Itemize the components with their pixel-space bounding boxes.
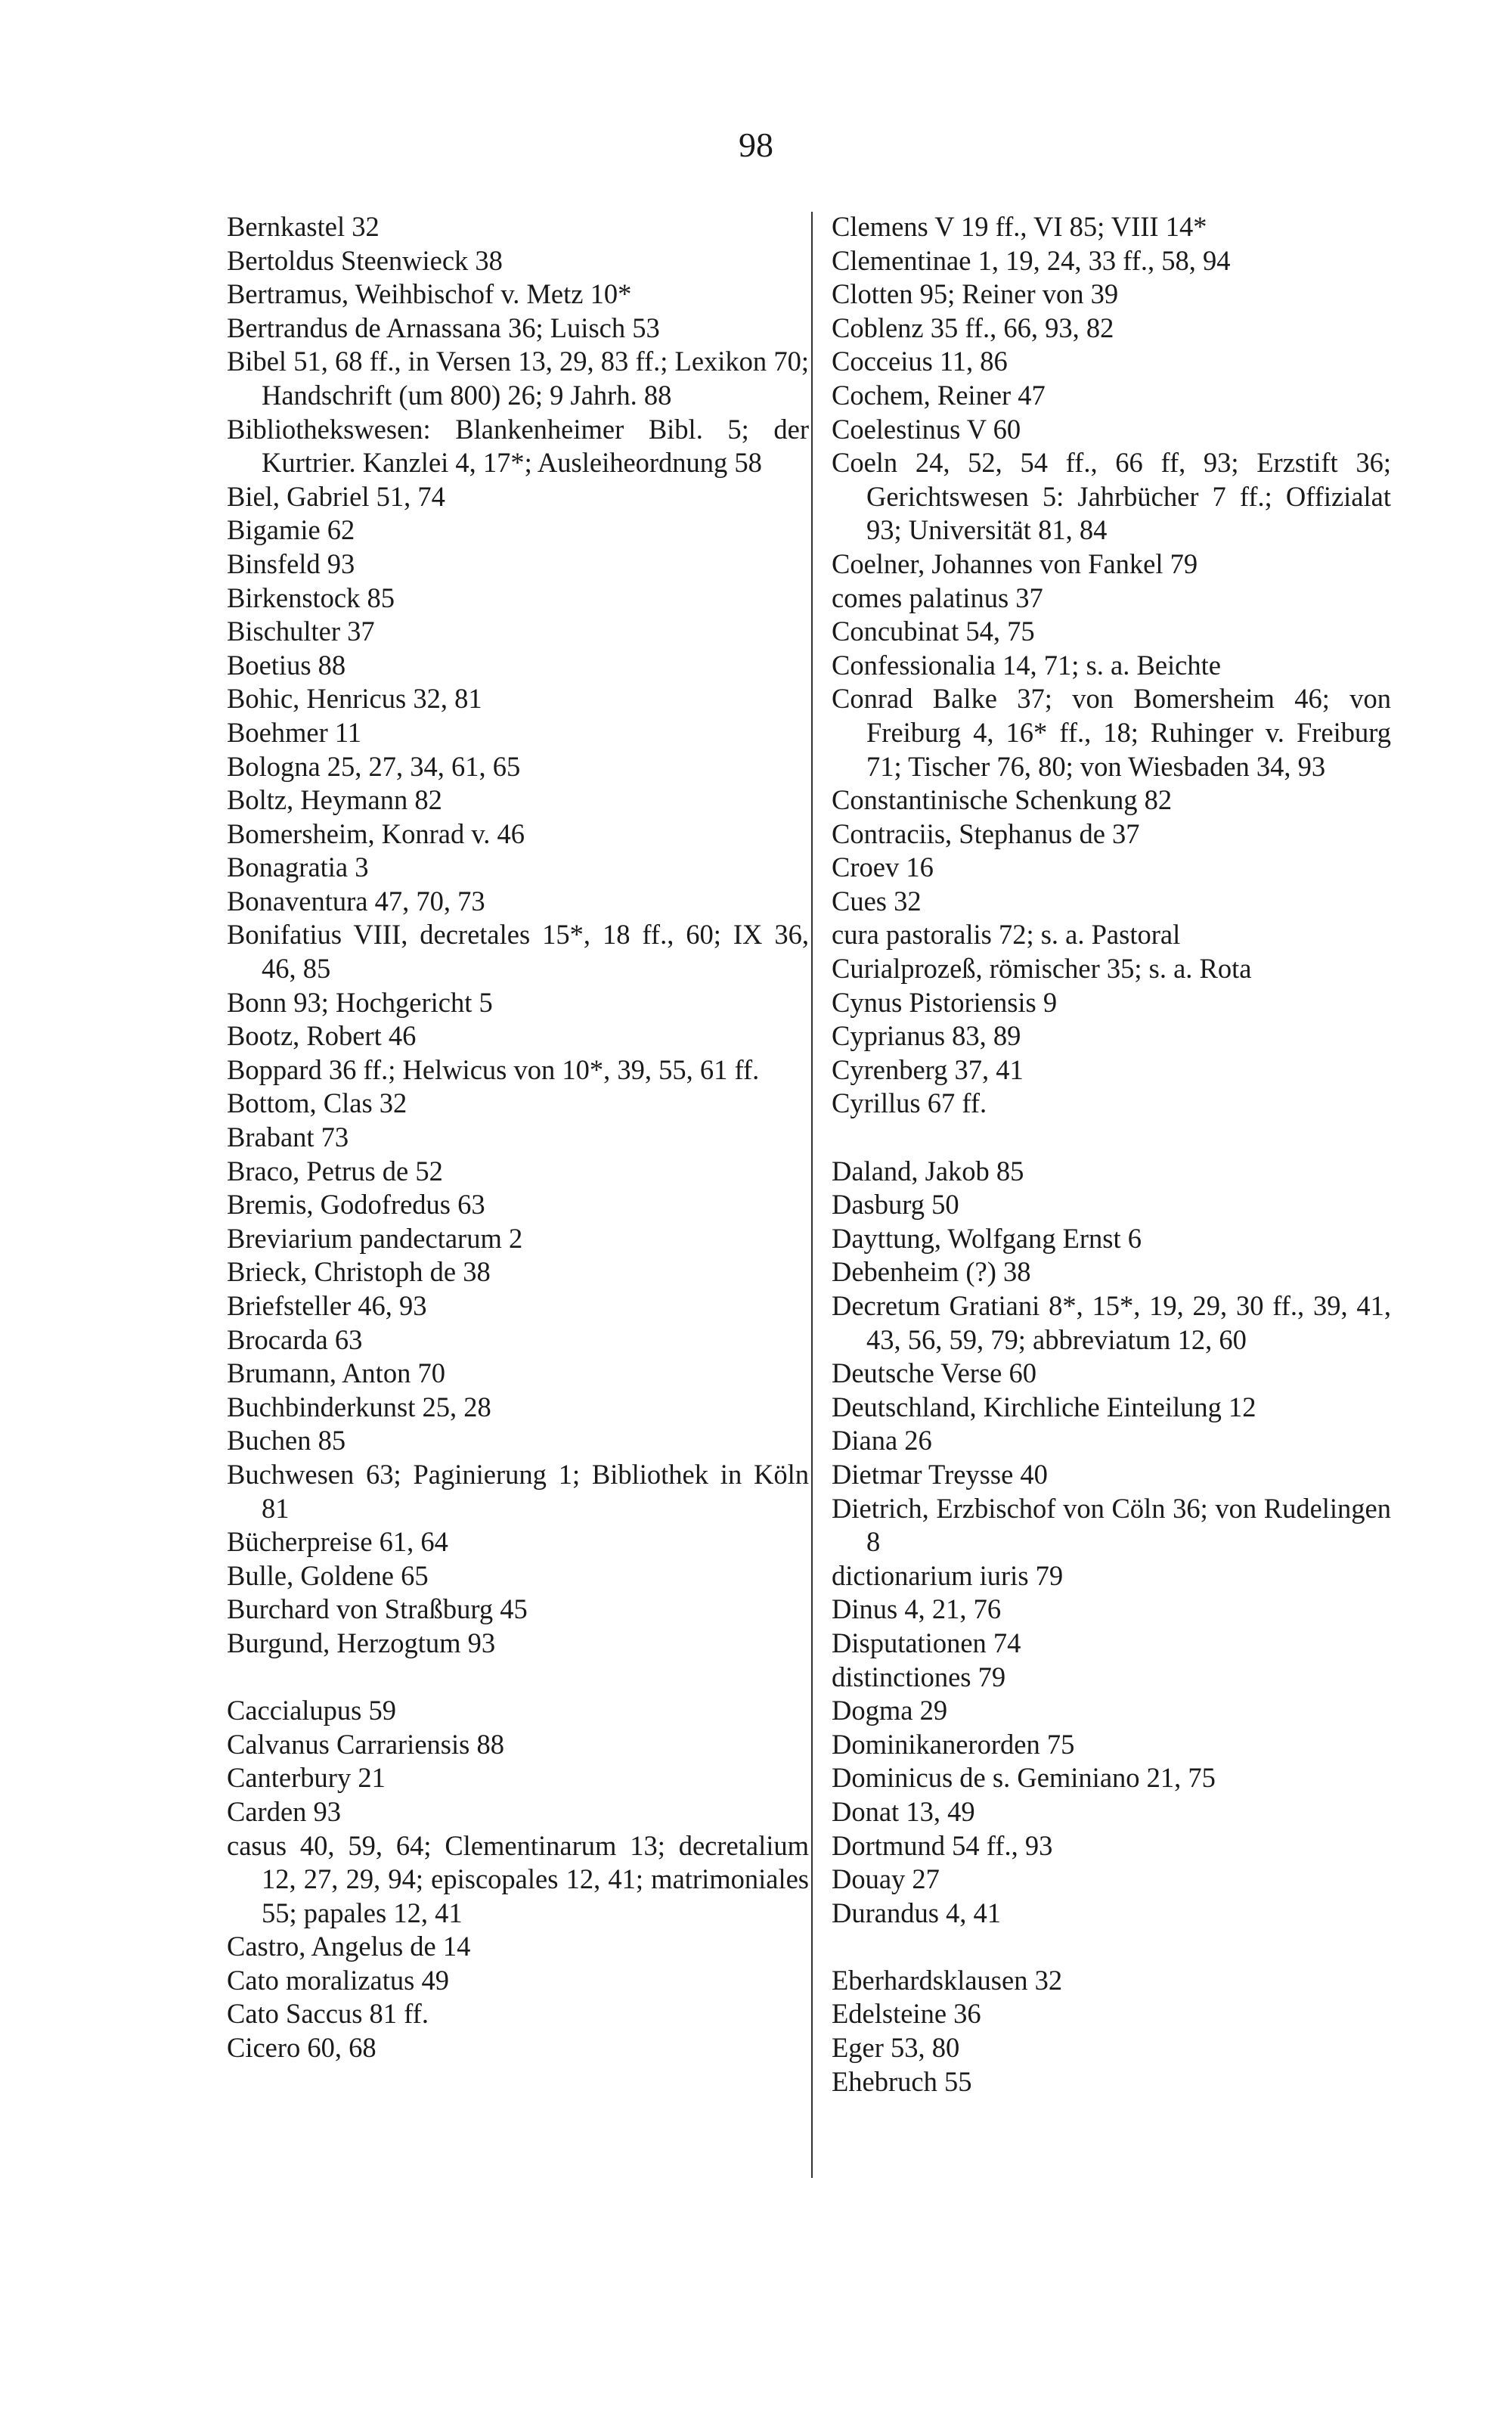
index-entry: Decretum Gratiani 8*, 15*, 19, 29, 30 ff., 39, 41, 43, 56, 59, 79; abbreviatum 12, 60 — [832, 1290, 1391, 1355]
index-entry: Burchard von Straßburg 45 — [227, 1593, 528, 1625]
index-entry: Eger 53, 80 — [832, 2032, 960, 2064]
index-entry: Cyrenberg 37, 41 — [832, 1053, 1024, 1085]
index-entry: Biel, Gabriel 51, 74 — [227, 480, 445, 512]
index-entry: Boppard 36 ff.; Helwicus von 10*, 39, 55, 61 ff. — [227, 1053, 760, 1085]
index-entry: Bulle, Goldene 65 — [227, 1559, 429, 1591]
index-entry: Bonifatius VIII, decretales 15*, 18 ff., 60; IX 36, 46, 85 — [227, 919, 809, 985]
index-entry: Breviarium pandectarum 2 — [227, 1222, 523, 1254]
index-entry: Conrad Balke 37; von Bomersheim 46; von Freiburg 4, 16* ff., 18; Ruhinger v. Freiburg 71; Tischer 76, 80; von Wiesbaden 34, 93 — [832, 683, 1391, 782]
index-entry: Cochem, Reiner 47 — [832, 379, 1046, 411]
index-entry: Bootz, Robert 46 — [227, 1020, 417, 1052]
index-entry: Bonagratia 3 — [227, 852, 369, 883]
index-entry: Coblenz 35 ff., 66, 93, 82 — [832, 312, 1114, 343]
index-entry: Disputationen 74 — [832, 1627, 1021, 1658]
index-entry: Dietmar Treysse 40 — [832, 1458, 1048, 1490]
page-number: 98 — [739, 126, 773, 164]
index-entry: Donat 13, 49 — [832, 1795, 975, 1827]
index-entry: Douay 27 — [832, 1863, 940, 1895]
index-entry: Caccialupus 59 — [227, 1695, 397, 1726]
index-entry: Bottom, Clas 32 — [227, 1087, 407, 1119]
index-entry: Eberhardsklausen 32 — [832, 1964, 1063, 1996]
index-entry: Burgund, Herzogtum 93 — [227, 1627, 496, 1658]
index-entry: Concubinat 54, 75 — [832, 616, 1035, 647]
index-entry: Croev 16 — [832, 852, 934, 883]
index-entry: Bibliothekswesen: Blankenheimer Bibl. 5; der Kurtrier. Kanzlei 4, 17*; Ausleiheordnung 58 — [227, 413, 809, 479]
index-entry: Bertramus, Weihbischof v. Metz 10* — [227, 278, 632, 310]
index-entry: Constantinische Schenkung 82 — [832, 784, 1173, 816]
index-entry: Clotten 95; Reiner von 39 — [832, 278, 1119, 310]
index-entry: Debenheim (?) 38 — [832, 1256, 1031, 1288]
index-entry: Cues 32 — [832, 885, 922, 917]
index-entry: Carden 93 — [227, 1795, 342, 1827]
index-entry: Bücherpreise 61, 64 — [227, 1526, 448, 1558]
index-entry: Canterbury 21 — [227, 1762, 386, 1794]
index-entry: Bologna 25, 27, 34, 61, 65 — [227, 750, 521, 782]
index-entry: Dominikanerorden 75 — [832, 1728, 1075, 1760]
index-entry: Dominicus de s. Geminiano 21, 75 — [832, 1762, 1216, 1794]
index-entry: Bischulter 37 — [227, 616, 375, 647]
index-entry: Cynus Pistoriensis 9 — [832, 986, 1058, 1018]
index-entry: Buchen 85 — [227, 1425, 346, 1456]
index-entry: Cicero 60, 68 — [227, 2032, 376, 2064]
index-entry: Boehmer 11 — [227, 716, 362, 748]
index-entry: Brumann, Anton 70 — [227, 1357, 445, 1389]
index-entry: Daland, Jakob 85 — [832, 1155, 1024, 1187]
index-entry: Bomersheim, Konrad v. 46 — [227, 817, 525, 849]
index-entry: dictionarium iuris 79 — [832, 1559, 1064, 1591]
index-entry: Dayttung, Wolfgang Ernst 6 — [832, 1222, 1142, 1254]
index-entry: Confessionalia 14, 71; s. a. Beichte — [832, 649, 1221, 681]
index-entry: Calvanus Carrariensis 88 — [227, 1728, 504, 1760]
index-entry: Dasburg 50 — [832, 1189, 959, 1221]
index-entry: Dinus 4, 21, 76 — [832, 1593, 1002, 1625]
index-entry: Durandus 4, 41 — [832, 1897, 1002, 1928]
index-entry: Buchbinderkunst 25, 28 — [227, 1391, 491, 1422]
index-entry: Dietrich, Erzbischof von Cöln 36; von Rudelingen 8 — [832, 1492, 1391, 1558]
index-entry: Bonn 93; Hochgericht 5 — [227, 986, 493, 1018]
index-entry: Clemens V 19 ff., VI 85; VIII 14* — [832, 211, 1207, 242]
index-entry: Coelner, Johannes von Fankel 79 — [832, 548, 1198, 579]
index-entry: Cato Saccus 81 ff. — [227, 1998, 429, 2030]
index-entry: Braco, Petrus de 52 — [227, 1155, 443, 1187]
index-entry: Bertoldus Steenwieck 38 — [227, 244, 503, 276]
index-entry: Boltz, Heymann 82 — [227, 784, 442, 816]
index-entry: Brieck, Christoph de 38 — [227, 1256, 491, 1288]
index-entry: Binsfeld 93 — [227, 548, 355, 579]
index-entry: Buchwesen 63; Paginierung 1; Bibliothek in Köln 81 — [227, 1458, 809, 1524]
index-entry: Clementinae 1, 19, 24, 33 ff., 58, 94 — [832, 244, 1231, 276]
index-entry: Deutschland, Kirchliche Einteilung 12 — [832, 1391, 1256, 1422]
index-entry: Boetius 88 — [227, 649, 346, 681]
index-column-right — [832, 210, 1391, 2099]
index-entry: Cyprianus 83, 89 — [832, 1020, 1021, 1052]
index-entry: Bertrandus de Arnassana 36; Luisch 53 — [227, 312, 660, 343]
index-entry: comes palatinus 37 — [832, 582, 1043, 613]
index-entry: Cyrillus 67 ff. — [832, 1087, 987, 1119]
index-entry: Castro, Angelus de 14 — [227, 1931, 471, 1962]
index-entry: Birkenstock 85 — [227, 582, 395, 613]
index-entry: Deutsche Verse 60 — [832, 1357, 1036, 1389]
index-entry: Bonaventura 47, 70, 73 — [227, 885, 485, 917]
index-entry: Cato moralizatus 49 — [227, 1964, 449, 1996]
index-entry: Edelsteine 36 — [832, 1998, 981, 2030]
index-entry: Brocarda 63 — [227, 1323, 363, 1355]
column-divider — [811, 212, 813, 2178]
index-entry: cura pastoralis 72; s. a. Pastoral — [832, 919, 1181, 951]
index-entry: Briefsteller 46, 93 — [227, 1290, 427, 1321]
index-entry: Cocceius 11, 86 — [832, 346, 1008, 377]
index-entry: Bremis, Godofredus 63 — [227, 1189, 485, 1221]
index-entry: casus 40, 59, 64; Clementinarum 13; decretalium 12, 27, 29, 94; episcopales 12, 41; matrimoniales 55; papales 12, 41 — [227, 1829, 809, 1928]
index-entry: Ehebruch 55 — [832, 2065, 972, 2097]
index-entry: Bibel 51, 68 ff., in Versen 13, 29, 83 ff.; Lexikon 70; Handschrift (um 800) 26; 9 Jahrh. 88 — [227, 346, 809, 411]
index-entry: Curialprozeß, römischer 35; s. a. Rota — [832, 953, 1252, 985]
index-entry: Brabant 73 — [227, 1121, 349, 1153]
index-entry: distinctiones 79 — [832, 1661, 1006, 1692]
index-entry: Contraciis, Stephanus de 37 — [832, 817, 1140, 849]
index-entry: Dogma 29 — [832, 1695, 948, 1726]
index-column-left — [227, 210, 809, 2065]
index-entry: Coeln 24, 52, 54 ff., 66 ff, 93; Erzstift 36; Gerichtswesen 5: Jahrbücher 7 ff.; Offizialat 93; Universität 81, 84 — [832, 447, 1391, 546]
index-entry: Diana 26 — [832, 1425, 932, 1456]
index-entry: Bigamie 62 — [227, 514, 355, 546]
index-entry: Bohic, Henricus 32, 81 — [227, 683, 482, 715]
index-entry: Dortmund 54 ff., 93 — [832, 1829, 1053, 1861]
index-entry: Bernkastel 32 — [227, 211, 380, 242]
index-entry: Coelestinus V 60 — [832, 413, 1021, 445]
